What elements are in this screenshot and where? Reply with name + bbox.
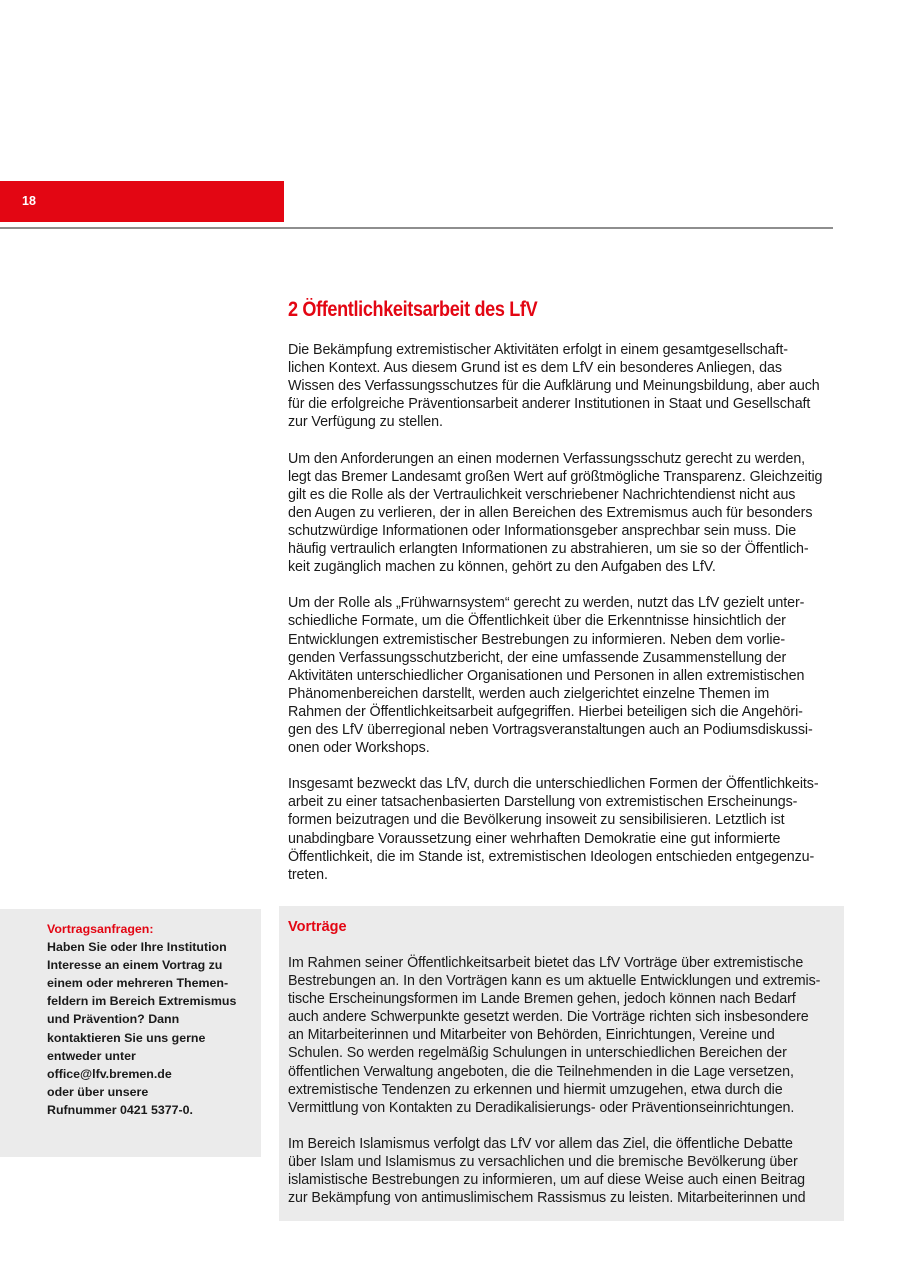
text-line: Insgesamt bezweckt das LfV, durch die unterschiedlichen Formen der Öffentlichkeits- [288,776,819,793]
main-column [288,296,838,902]
text-line: zur Verfügung zu stellen. [288,414,443,431]
contact-sidebar [0,909,261,1157]
page-number: 18 [22,194,36,208]
text-line: arbeit zu einer tatsachenbasierten Darstellung von extremistischen Erscheinungs- [288,794,798,811]
paragraph-early-warning [288,594,838,757]
text-line: schutzwürdige Informationen oder Informationsgeber ansprechbar sein muss. Die [288,522,797,539]
contact-sidebar-content [47,920,236,1119]
text-line: Die Bekämpfung extremistischer Aktivitäten erfolgt in einem gesamtgesellschaft- [288,342,788,358]
text-line: Öffentlichkeit, die im Stande ist, extremistischen Ideologen entschieden entgegenzu- [288,848,815,865]
contact-line: einem oder mehreren Themen- [47,976,229,991]
text-line: Bestrebungen an. In den Vorträgen kann es um aktuelle Entwicklungen und extremis- [288,973,821,990]
page-number-bar [0,181,284,222]
text-line: schiedliche Formate, um die Öffentlichkeit über die Erkenntnisse hinsichtlich der [288,613,786,630]
text-line: legt das Bremer Landesamt großen Wert auf größtmögliche Transparenz. Gleichzeitig [288,468,823,485]
text-line: Um den Anforderungen an einen modernen Verfassungsschutz gerecht zu werden, [288,450,806,467]
text-line: den Augen zu verlieren, der in allen Bereichen des Extremismus auch für besonders [288,504,813,521]
contact-line: Haben Sie oder Ihre Institution [47,940,227,955]
header-divider [0,227,833,229]
section-title: 2 Öffentlichkeitsarbeit des LfV [288,298,538,321]
text-line: Phänomenbereichen darstellt, werden auch zielgerichtet einzelne Themen im [288,685,770,702]
paragraph-summary [288,775,838,884]
contact-line: feldern im Bereich Extremismus [47,994,237,1009]
text-line: unabdingbare Voraussetzung einer wehrhaften Demokratie eine gut informierte [288,830,781,847]
text-line: onen oder Workshops. [288,740,430,757]
contact-line: und Prävention? Dann [47,1012,180,1027]
text-line: Rahmen der Öffentlichkeitsarbeit aufgegriffen. Hierbei beteiligen sich die Angehöri- [288,703,803,720]
paragraph-intro [288,341,838,431]
text-line: gilt es die Rolle als der Vertraulichkeit verschriebener Nachrichtendienst nicht aus [288,486,796,503]
text-line: auch andere Schwerpunkte gesetzt werden. Die Vorträge richten sich insbesondere [288,1009,809,1026]
text-line: häufig vertraulich erlangten Informationen zu abstrahieren, um sie so der Öffentlich- [288,541,809,558]
text-line: formen beizutragen und die Bevölkerung insoweit zu sensibilisieren. Letztlich ist [288,812,785,829]
text-line: extremistische Tendenzen zu erkennen und hiermit umzugehen, etwa durch die [288,1081,783,1098]
paragraph-transparency [288,450,838,577]
text-line: keit zugänglich machen zu können, gehört zu den Aufgaben des LfV. [288,559,716,576]
contact-email: office@lfv.bremen.de [47,1066,172,1081]
lectures-paragraph [288,954,838,1117]
contact-line: Interesse an einem Vortrag zu [47,958,223,973]
lectures-title: Vorträge [288,919,347,935]
text-line: treten. [288,866,328,883]
text-line: Wissen des Verfassungsschutzes für die Aufklärung und Meinungsbildung, aber auch [288,378,820,395]
text-line: Im Bereich Islamismus verfolgt das LfV vor allem das Ziel, die öffentliche Debatte [288,1135,793,1152]
text-line: Schulen. So werden regelmäßig Schulungen in unterschiedlichen Bereichen der [288,1045,787,1062]
text-line: für die erfolgreiche Präventionsarbeit anderer Institutionen in Staat und Gesellschaft [288,396,811,413]
text-line: über Islam und Islamismus zu versachlichen und die bremische Bevölkerung über [288,1154,798,1171]
lectures-info-content [288,918,838,1225]
contact-phone: Rufnummer 0421 5377-0. [47,1102,194,1117]
contact-line: entweder unter [47,1048,136,1063]
text-line: öffentlichen Verwaltung angeboten, die die Teilnehmenden in die Lage versetzen, [288,1063,794,1080]
text-line: islamistische Bestrebungen zu informieren, um auf diese Weise auch einen Beitrag [288,1172,806,1189]
lectures-info-box [279,906,844,1221]
text-line: lichen Kontext. Aus diesem Grund ist es dem LfV ein besonderes Anliegen, das [288,360,782,377]
text-line: Entwicklungen extremistischer Bestrebungen zu informieren. Neben dem vorlie- [288,631,786,648]
text-line: an Mitarbeiterinnen und Mitarbeiter von Behörden, Einrichtungen, Vereine und [288,1027,775,1044]
text-line: gen des LfV überregional neben Vortragsveranstaltungen auch an Podiumsdiskussi- [288,721,813,738]
text-line: genden Verfassungsschutzbericht, der eine umfassende Zusammenstellung der [288,649,787,666]
text-line: Aktivitäten unterschiedlicher Organisationen und Personen in allen extremistischen [288,667,805,684]
text-line: Im Rahmen seiner Öffentlichkeitsarbeit bietet das LfV Vorträge über extremistische [288,955,804,971]
text-line: Um der Rolle als „Frühwarnsystem“ gerecht zu werden, nutzt das LfV gezielt unter- [288,595,805,612]
contact-line: kontaktieren Sie uns gerne [47,1030,206,1045]
text-line: tische Erscheinungsformen im Lande Bremen gehen, jedoch können nach Bedarf [288,991,796,1008]
text-line: zur Bekämpfung von antimuslimischem Rassismus zu leisten. Mitarbeiterinnen und [288,1190,806,1207]
contact-heading: Vortragsanfragen: [47,922,154,936]
text-line: Vermittlung von Kontakten zu Deradikalisierungs- oder Präventionseinrichtungen. [288,1099,795,1116]
islamism-paragraph [288,1135,838,1207]
contact-line: oder über unsere [47,1084,149,1099]
